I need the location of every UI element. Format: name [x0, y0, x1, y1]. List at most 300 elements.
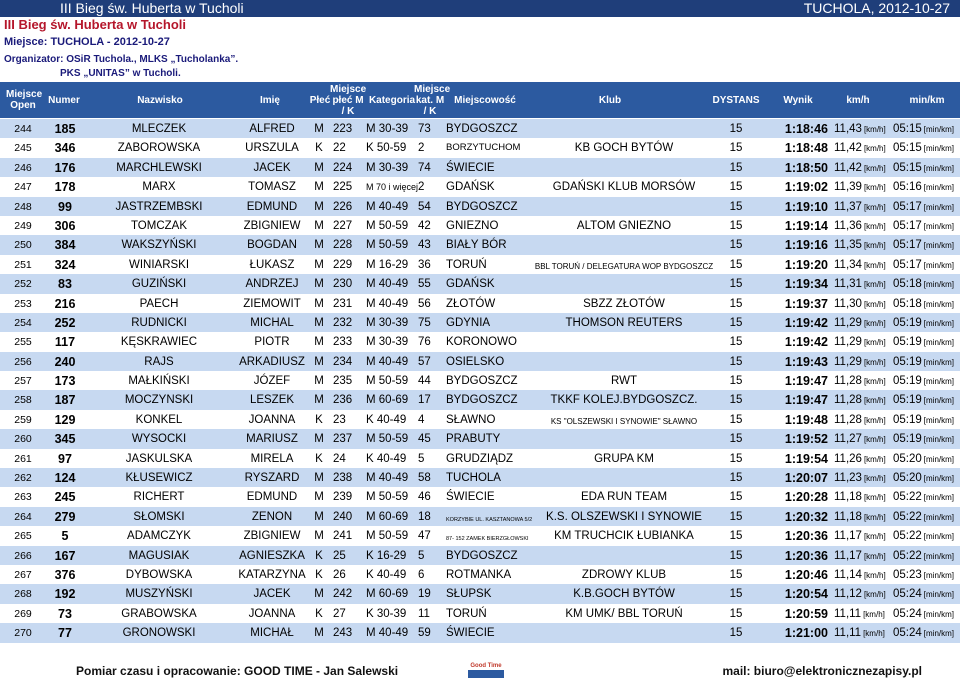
row-first-name: ANDRZEJ: [245, 278, 299, 291]
row-city: GDAŃSK: [446, 181, 495, 194]
row-pace: [893, 122, 959, 137]
row-sex: M: [314, 627, 324, 640]
row-cat-place: 45: [418, 433, 431, 446]
row-speed-value: 11,29: [834, 355, 862, 368]
row-result-time: 1:19:37: [784, 296, 828, 311]
row-pace-unit: [min/km]: [923, 221, 955, 231]
row-city: GNIEZNO: [446, 219, 499, 232]
row-pace: [893, 549, 959, 564]
row-city: GDYNIA: [446, 316, 491, 329]
table-row: [0, 468, 960, 487]
row-pace: [893, 200, 959, 215]
row-category: M 40-49: [366, 200, 409, 213]
col-club: Klub: [598, 95, 622, 106]
row-surname: JASKULSKA: [125, 452, 193, 465]
table-row: [0, 332, 960, 351]
row-pace: [893, 510, 959, 525]
row-speed-unit: [km/h]: [863, 396, 886, 406]
table-row: [0, 371, 960, 390]
row-city: KORZYBIE UL. KASZTANOWA 5/2: [446, 516, 533, 523]
event-name-banner: III Bieg św. Huberta w Tucholi: [60, 0, 244, 16]
row-distance: 15: [729, 278, 743, 291]
row-category: M 70 i więcej: [366, 182, 419, 193]
row-pace-value: 05:18: [893, 278, 922, 291]
row-pace-unit: [min/km]: [923, 202, 955, 212]
row-speed-value: 11,37: [834, 200, 862, 213]
row-sex-place: 22: [333, 142, 346, 155]
row-cat-place: 56: [418, 297, 431, 310]
table-row: [0, 138, 960, 157]
row-sex-place: 241: [333, 530, 353, 543]
row-speed-value: 11,42: [834, 161, 862, 174]
row-sex: M: [314, 394, 324, 407]
row-pace: [893, 374, 959, 389]
row-sex: M: [314, 278, 324, 291]
row-sex-place: 238: [333, 472, 353, 485]
row-sex: M: [314, 258, 324, 271]
row-number: 129: [54, 412, 76, 427]
row-first-name: TOMASZ: [248, 181, 296, 194]
row-sex: K: [315, 142, 323, 155]
row-result-time: 1:19:54: [784, 451, 828, 466]
row-category: M 30-39: [366, 161, 409, 174]
row-speed-value: 11,28: [834, 413, 862, 426]
row-sex-place: 237: [333, 433, 353, 446]
row-sex-place: 27: [333, 607, 346, 620]
row-number: 176: [54, 160, 76, 175]
row-speed: [834, 200, 892, 215]
row-cat-place: 59: [418, 627, 431, 640]
row-club: SBZZ ZŁOTÓW: [583, 297, 665, 310]
table-row: [0, 410, 960, 429]
row-speed-value: 11,18: [834, 510, 862, 523]
col-number: Numer: [48, 95, 80, 106]
row-speed: [834, 219, 892, 234]
row-sex-place: 234: [333, 355, 353, 368]
row-city: KORONOWO: [446, 336, 517, 349]
row-first-name: RYSZARD: [244, 472, 300, 485]
row-surname: DYBOWSKA: [125, 568, 193, 581]
row-sex-place: 240: [333, 510, 353, 523]
row-first-name: URSZULA: [245, 142, 299, 155]
row-distance: 15: [729, 530, 743, 543]
row-speed-unit: [km/h]: [863, 202, 886, 212]
row-surname: RUDNICKI: [131, 316, 187, 329]
row-position: 246: [14, 161, 32, 174]
row-pace-value: 05:22: [893, 491, 922, 504]
logo-text: Good Time: [470, 663, 502, 669]
row-city: 87- 152 ZAMEK BIERZGŁOWSKI: [446, 536, 529, 543]
row-pace: [893, 607, 959, 622]
row-sex-place: 227: [333, 219, 353, 232]
row-number: 99: [58, 199, 72, 214]
row-sex-place: 239: [333, 491, 353, 504]
row-pace: [893, 277, 959, 292]
row-sex-place: 230: [333, 278, 353, 291]
row-category: K 40-49: [366, 568, 407, 581]
row-pace: [893, 587, 959, 602]
row-sex: K: [315, 413, 323, 426]
row-city: ŚWIECIE: [446, 491, 495, 504]
row-pace-value: 05:19: [893, 375, 922, 388]
row-surname: MUSZYŃSKI: [125, 588, 193, 601]
row-pace-unit: [min/km]: [923, 338, 955, 348]
row-distance: 15: [729, 142, 743, 155]
row-pace-unit: [min/km]: [923, 125, 955, 134]
row-first-name: MIRELA: [250, 452, 294, 465]
row-position: 264: [14, 510, 32, 523]
row-speed: [834, 510, 892, 525]
row-sex: M: [314, 181, 324, 194]
row-position: 253: [14, 297, 32, 310]
row-sex: K: [315, 568, 323, 581]
row-speed-value: 11,34: [834, 258, 862, 271]
row-sex: K: [315, 549, 323, 562]
row-speed-unit: [km/h]: [863, 280, 886, 290]
row-pace-unit: [min/km]: [923, 493, 955, 503]
page-title: III Bieg św. Huberta w Tucholi: [4, 17, 187, 32]
row-sex: K: [315, 607, 323, 620]
row-cat-place: 75: [418, 316, 431, 329]
row-speed: [834, 413, 892, 428]
row-first-name: AGNIESZKA: [239, 549, 305, 562]
row-surname: WYSOCKI: [131, 433, 187, 446]
row-pace-unit: [min/km]: [923, 144, 955, 154]
row-speed-unit: [km/h]: [863, 435, 886, 445]
row-result-time: 1:19:14: [784, 218, 828, 233]
row-distance: 15: [729, 510, 743, 523]
row-speed-unit: [km/h]: [863, 144, 886, 154]
row-surname: ADAMCZYK: [127, 530, 191, 543]
row-number: 187: [54, 393, 76, 408]
row-club: KM TRUCHCIK ŁUBIANKA: [554, 530, 694, 543]
row-position: 250: [14, 239, 32, 252]
row-pace-value: 05:18: [893, 297, 922, 310]
row-speed-value: 11,14: [834, 568, 862, 581]
row-surname: MAGUSIAK: [128, 549, 190, 562]
row-cat-place: 11: [418, 607, 430, 620]
row-sex-place: 223: [333, 123, 353, 135]
row-pace-unit: [min/km]: [923, 377, 955, 387]
row-pace-value: 05:24: [893, 607, 922, 620]
row-pace-unit: [min/km]: [923, 435, 955, 445]
table-row: [0, 487, 960, 506]
results-table: [0, 119, 960, 643]
row-speed: [834, 549, 892, 564]
row-cat-place: 19: [418, 588, 431, 601]
row-city: TORUŃ: [446, 258, 487, 271]
row-sex: M: [314, 219, 324, 232]
row-sex: K: [315, 452, 323, 465]
row-speed-value: 11,36: [834, 219, 862, 232]
row-pace: [893, 626, 959, 641]
row-position: 255: [14, 336, 32, 349]
row-club: EDA RUN TEAM: [580, 491, 668, 504]
row-number: 185: [54, 122, 76, 136]
row-cat-place: 17: [418, 394, 431, 407]
row-cat-place: 54: [418, 200, 431, 213]
row-pace: [893, 452, 959, 467]
row-distance: 15: [729, 239, 743, 252]
row-speed: [834, 180, 892, 195]
row-distance: 15: [729, 161, 743, 174]
row-surname: MAŁKIŃSKI: [128, 375, 190, 388]
row-sex: M: [314, 239, 324, 252]
row-surname: GRONOWSKI: [122, 627, 196, 640]
col-category: Kategoria: [368, 95, 416, 106]
row-club: KB GOCH BYTÓW: [574, 142, 674, 155]
row-pace-value: 05:15: [893, 123, 922, 135]
row-cat-place: 55: [418, 278, 431, 291]
row-city: BIAŁY BÓR: [446, 239, 507, 252]
row-pace-unit: [min/km]: [923, 357, 955, 367]
row-pace-unit: [min/km]: [923, 415, 955, 425]
row-category: M 40-49: [366, 472, 409, 485]
row-surname: RICHERT: [133, 491, 185, 504]
row-speed: [834, 316, 892, 331]
row-sex-place: 229: [333, 258, 353, 271]
row-speed: [834, 141, 892, 156]
row-position: 269: [14, 607, 32, 620]
table-row: [0, 158, 960, 177]
row-club: ZDROWY KLUB: [581, 568, 667, 581]
row-category: M 60-69: [366, 394, 409, 407]
row-position: 248: [14, 200, 32, 213]
row-pace: [893, 413, 959, 428]
row-result-time: 1:20:54: [784, 587, 828, 602]
row-position: 263: [14, 491, 32, 504]
row-speed-unit: [km/h]: [863, 415, 886, 425]
row-club: THOMSON REUTERS: [565, 316, 683, 329]
row-distance: 15: [729, 472, 743, 485]
row-category: M 40-49: [366, 355, 409, 368]
row-speed-unit: [km/h]: [863, 629, 885, 639]
row-speed-unit: [km/h]: [863, 493, 886, 503]
table-row: [0, 352, 960, 371]
row-city: SŁAWNO: [446, 413, 496, 426]
table-row: [0, 584, 960, 603]
row-speed-unit: [km/h]: [863, 357, 886, 367]
row-distance: 15: [729, 627, 743, 640]
row-city: GRUDZIĄDZ: [446, 452, 514, 465]
table-row: [0, 429, 960, 448]
row-category: M 16-29: [366, 258, 409, 271]
row-speed-unit: [km/h]: [863, 551, 886, 561]
row-pace: [893, 219, 959, 234]
row-position: 256: [14, 355, 32, 368]
row-cat-place: 5: [418, 549, 425, 562]
row-result-time: 1:18:46: [784, 122, 828, 136]
row-first-name: MARIUSZ: [246, 433, 298, 446]
row-speed-unit: [km/h]: [863, 570, 886, 580]
row-surname: GUZIŃSKI: [131, 278, 187, 291]
row-category: K 30-39: [366, 607, 407, 620]
table-row: [0, 255, 960, 274]
row-first-name: JOANNA: [248, 413, 296, 426]
row-city: GDAŃSK: [446, 278, 495, 291]
row-first-name: JACEK: [253, 161, 291, 174]
row-position: 252: [14, 278, 32, 291]
row-first-name: ZENON: [251, 510, 293, 523]
row-first-name: ZBIGNIEW: [243, 530, 301, 543]
row-surname: WINIARSKI: [128, 258, 190, 271]
row-result-time: 1:19:42: [784, 335, 828, 350]
row-city: BYDGOSZCZ: [446, 375, 518, 388]
row-club: KM UMK/ BBL TORUŃ: [565, 607, 683, 620]
row-city: BYDGOSZCZ: [446, 394, 518, 407]
row-number: 279: [54, 509, 76, 524]
row-city: ŚWIECIE: [446, 627, 495, 640]
table-row: [0, 449, 960, 468]
row-pace-unit: [min/km]: [923, 163, 955, 173]
row-pace-value: 05:17: [893, 239, 922, 252]
row-pace: [893, 258, 959, 273]
row-surname: KĘSKRAWIEC: [120, 336, 198, 349]
row-result-time: 1:19:48: [784, 412, 828, 427]
event-place-date-banner: TUCHOLA, 2012-10-27: [803, 0, 950, 16]
row-category: M 30-39: [366, 123, 409, 135]
event-organizer: Organizator: OSiR Tuchola., MLKS „Tucholanka”.: [4, 54, 239, 65]
row-sex: M: [314, 161, 324, 174]
row-pace-value: 05:17: [893, 219, 922, 232]
row-pace-unit: [min/km]: [923, 532, 955, 542]
row-speed-value: 11,12: [834, 588, 862, 601]
row-sex-place: 235: [333, 375, 353, 388]
table-row: [0, 313, 960, 332]
row-first-name: EDMUND: [246, 200, 298, 213]
row-speed-value: 11,26: [834, 452, 862, 465]
row-cat-place: 76: [418, 336, 431, 349]
row-sex: M: [314, 336, 324, 349]
row-speed: [834, 568, 892, 583]
row-position: 245: [14, 142, 32, 155]
row-position: 254: [14, 316, 32, 329]
row-city: ZŁOTÓW: [446, 297, 496, 310]
table-row: [0, 604, 960, 623]
row-sex-place: 26: [333, 568, 346, 581]
row-result-time: 1:19:20: [784, 257, 828, 272]
row-cat-place: 74: [418, 161, 431, 174]
row-position: 249: [14, 219, 32, 232]
footer-timing-credit: Pomiar czasu i opracowanie: GOOD TIME - Jan Salewski: [76, 664, 399, 678]
row-category: M 30-39: [366, 336, 409, 349]
row-first-name: ARKADIUSZ: [239, 355, 305, 368]
row-city: TUCHOLA: [446, 472, 501, 485]
row-speed-unit: [km/h]: [863, 260, 886, 270]
row-sex-place: 242: [333, 588, 353, 601]
row-distance: 15: [729, 219, 743, 232]
row-sex-place: 225: [333, 181, 353, 194]
row-pace-unit: [min/km]: [923, 260, 955, 270]
row-pace-value: 05:17: [893, 258, 922, 271]
row-distance: 15: [729, 588, 743, 601]
row-pace-unit: [min/km]: [923, 396, 955, 406]
row-speed: [834, 161, 892, 176]
row-number: 83: [58, 277, 72, 292]
row-surname: WAKSZYŃSKI: [121, 239, 197, 252]
row-number: 173: [54, 374, 76, 389]
row-category: M 50-59: [366, 375, 409, 388]
row-position: 247: [14, 181, 32, 194]
row-category: M 50-59: [366, 239, 409, 252]
row-pace-value: 05:23: [893, 568, 922, 581]
row-sex-place: 232: [333, 316, 353, 329]
row-distance: 15: [729, 452, 743, 465]
row-club: GDAŃSKI KLUB MORSÓW: [552, 181, 696, 194]
table-row: [0, 177, 960, 196]
row-speed-unit: [km/h]: [863, 532, 886, 542]
row-club: RWT: [611, 375, 637, 388]
row-sex-place: 226: [333, 200, 353, 213]
row-sex: M: [314, 200, 324, 213]
row-club: KS "OLSZEWSKI I SYNOWIE" SŁAWNO: [550, 416, 698, 426]
row-pace: [893, 141, 959, 156]
row-position: 270: [14, 627, 32, 640]
row-city: BYDGOSZCZ: [446, 549, 518, 562]
row-cat-place: 44: [418, 375, 431, 388]
row-sex: M: [314, 530, 324, 543]
row-pace: [893, 161, 959, 176]
row-speed-unit: [km/h]: [863, 241, 886, 251]
row-city: PRABUTY: [446, 433, 501, 446]
row-result-time: 1:19:42: [784, 315, 828, 330]
row-number: 216: [54, 296, 76, 311]
row-pace: [893, 490, 959, 505]
row-cat-place: 6: [418, 568, 425, 581]
row-position: 262: [14, 472, 32, 485]
row-number: 167: [54, 548, 76, 563]
row-pace: [893, 568, 959, 583]
row-position: 251: [14, 258, 32, 271]
row-pace-value: 05:15: [893, 142, 922, 155]
table-row: [0, 390, 960, 409]
row-cat-place: 4: [418, 413, 425, 426]
row-position: 261: [14, 452, 32, 465]
row-number: 345: [54, 432, 76, 447]
row-surname: RAJS: [144, 355, 174, 368]
row-pace-unit: [min/km]: [923, 183, 955, 193]
table-row: [0, 197, 960, 216]
col-open: Miejsce Open: [6, 89, 43, 111]
row-speed: [834, 297, 892, 312]
row-position: 260: [14, 433, 32, 446]
row-speed-unit: [km/h]: [863, 163, 886, 173]
col-sex-place: Miejsce płeć M / K: [330, 84, 367, 117]
row-pace-value: 05:19: [893, 336, 922, 349]
row-category: M 50-59: [366, 491, 409, 504]
row-sex-place: 24: [333, 452, 346, 465]
row-speed-value: 11,30: [834, 297, 862, 310]
row-category: M 50-59: [366, 433, 409, 446]
row-first-name: EDMUND: [246, 491, 298, 504]
row-pace-unit: [min/km]: [923, 280, 955, 290]
row-cat-place: 73: [418, 123, 431, 135]
row-pace: [893, 355, 959, 370]
col-first-name: Imię: [259, 95, 280, 106]
col-cat-place: Miejsce kat. M / K: [414, 84, 451, 117]
row-result-time: 1:19:34: [784, 277, 828, 292]
row-pace-unit: [min/km]: [923, 318, 955, 328]
col-pace: min/km: [909, 95, 945, 106]
row-result-time: 1:19:10: [784, 199, 828, 214]
row-pace-value: 05:17: [893, 200, 922, 213]
row-speed: [834, 432, 892, 447]
row-category: M 50-59: [366, 219, 409, 232]
row-surname: KŁUSEWICZ: [125, 472, 193, 485]
row-surname: JASTRZEMBSKI: [115, 200, 203, 213]
row-speed-value: 11,17: [834, 549, 862, 562]
row-result-time: 1:20:28: [784, 490, 828, 505]
